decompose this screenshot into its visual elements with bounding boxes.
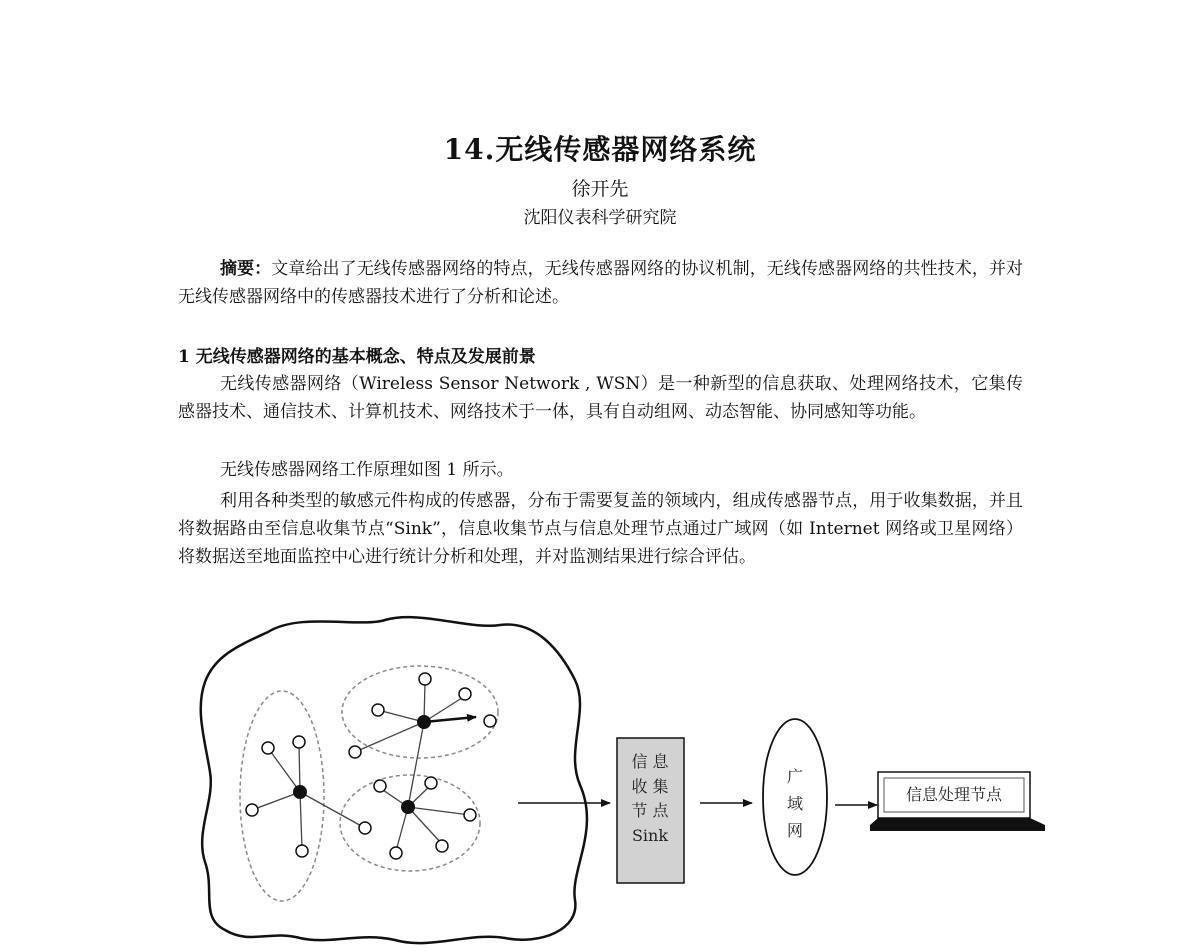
sink-label-line: Sink (631, 826, 669, 845)
processing-node-base (870, 818, 1045, 831)
abstract (178, 255, 1023, 311)
sink-label-line: 信 息 (631, 752, 669, 771)
sensor-node (372, 704, 384, 716)
sensor-node (246, 804, 258, 816)
paragraph-figure-reference: 无线传感器网络工作原理如图 1 所示。 (220, 460, 514, 480)
author-name: 徐开先 (571, 178, 629, 200)
sensor-node (349, 746, 361, 758)
cluster-head-node (293, 785, 307, 799)
paper-title: 14.无线传感器网络系统 (443, 133, 757, 166)
paragraph-wsn-definition: 无线传感器网络（Wireless Sensor Network , WSN）是一种新型的信息获取、处理网络技术，它集传感器技术、通信技术、计算机技术、网络技术于一体，具有自动组网、动态智能、协同感知等功能。 (178, 374, 1023, 422)
cluster-head-node (417, 715, 431, 729)
cluster-ellipse-left (240, 691, 324, 901)
sink-label-line: 节 点 (631, 801, 669, 820)
sensor-node (296, 845, 308, 857)
sensor-node (459, 688, 471, 700)
sink-label-line: 收 集 (631, 777, 669, 796)
sensor-node (262, 742, 274, 754)
processing-node-label: 信息处理节点 (905, 785, 1003, 804)
wan-label-line: 网 (786, 821, 804, 840)
sensor-node (390, 847, 402, 859)
wan-label-line: 域 (786, 794, 804, 813)
sensor-node (359, 822, 371, 834)
paragraph-working-principle: 利用各种类型的敏感元件构成的传感器，分布于需要复盖的领域内，组成传感器节点，用于收集数据，并且将数据路由至信息收集节点“Sink”，信息收集节点与信息处理节点通过广域网（如 Internet 网络或卫星网络）将数据送至地面监控中心进行统计分析和处理，并对监测结果进行综合评估。 (178, 491, 1023, 567)
abstract-text: 文章给出了无线传感器网络的特点，无线传感器网络的协议机制，无线传感器网络的共性技术，并对无线传感器网络中的传感器技术进行了分析和论述。 (178, 259, 1024, 307)
wsn-diagram (0, 600, 1200, 951)
abstract-label: 摘要： (220, 259, 272, 279)
cluster-head-node (401, 800, 415, 814)
sensor-node (425, 777, 437, 789)
sensor-node (419, 673, 431, 685)
wan-label-line: 广 (786, 767, 804, 786)
sensor-node (293, 736, 305, 748)
sensor-nodes (246, 673, 496, 859)
sensor-node (436, 840, 448, 852)
affiliation: 沈阳仪表科学研究院 (523, 208, 677, 228)
sensor-node (374, 780, 386, 792)
sensor-field-cloud (201, 617, 587, 943)
sensor-node (464, 809, 476, 821)
sensor-node (484, 715, 496, 727)
section-heading: 1 无线传感器网络的基本概念、特点及发展前景 (178, 347, 536, 367)
